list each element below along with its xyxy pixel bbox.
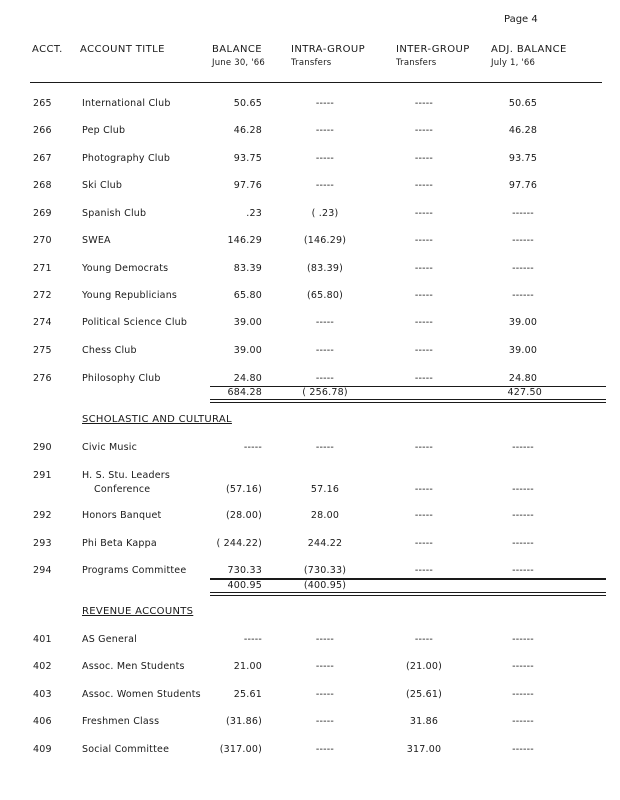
intra-group-cell: ( .23) xyxy=(311,208,339,219)
inter-group-cell: ----- xyxy=(414,153,434,164)
acct-number: 402 xyxy=(33,661,52,672)
balance-cell: 83.39 xyxy=(233,263,262,274)
account-title: Assoc. Women Students xyxy=(82,689,201,700)
balance-cell: ----- xyxy=(243,634,262,645)
account-title: Honors Banquet xyxy=(82,510,162,521)
section-heading-revenue: REVENUE ACCOUNTS xyxy=(82,606,194,617)
subtotal1-rule-bottom-1 xyxy=(210,399,606,400)
intra-group-cell: (65.80) xyxy=(306,290,343,301)
adj-balance-cell: ------ xyxy=(512,208,534,219)
section-heading-scholastic: SCHOLASTIC AND CULTURAL xyxy=(82,414,232,425)
balance-cell: 730.33 xyxy=(227,565,262,576)
inter-group-cell: (25.61) xyxy=(405,689,442,700)
account-title: AS General xyxy=(82,634,137,645)
account-title: H. S. Stu. Leaders xyxy=(82,470,171,481)
acct-number: 290 xyxy=(33,442,52,453)
intra-group-cell: ----- xyxy=(315,634,335,645)
intra-group-cell: ----- xyxy=(315,373,335,384)
header-acct: ACCT. xyxy=(32,44,63,55)
inter-group-cell: ----- xyxy=(414,510,434,521)
inter-group-cell: ----- xyxy=(414,484,434,495)
adj-balance-cell: ------ xyxy=(512,442,534,453)
intra-group-cell: 28.00 xyxy=(310,510,340,521)
header-adj-balance: ADJ. BALANCE xyxy=(491,44,567,55)
header-account-title: ACCOUNT TITLE xyxy=(80,44,165,55)
intra-group-cell: ----- xyxy=(315,98,335,109)
acct-number: 403 xyxy=(33,689,52,700)
balance-cell: ----- xyxy=(243,442,262,453)
inter-group-cell: 317.00 xyxy=(406,744,442,755)
inter-group-cell: ----- xyxy=(414,317,434,328)
acct-number: 291 xyxy=(33,470,52,481)
intra-group-cell: 244.22 xyxy=(307,538,343,549)
inter-group-cell: 31.86 xyxy=(409,716,439,727)
balance-cell: 146.29 xyxy=(227,235,262,246)
acct-number: 265 xyxy=(33,98,52,109)
adj-balance-cell: ------ xyxy=(512,290,534,301)
balance-cell: 97.76 xyxy=(233,180,262,191)
account-title: Young Republicians xyxy=(82,290,178,301)
acct-number: 267 xyxy=(33,153,52,164)
account-title: Photography Club xyxy=(82,153,171,164)
account-title: Programs Committee xyxy=(82,565,187,576)
subtotal1-adj: 427.50 xyxy=(507,387,542,398)
subtotal2-rule-bottom-1 xyxy=(210,592,606,593)
header-inter-group: INTER-GROUP xyxy=(396,44,470,55)
adj-balance-cell: 93.75 xyxy=(508,153,538,164)
adj-balance-cell: ------ xyxy=(512,661,534,672)
balance-cell: 24.80 xyxy=(233,373,262,384)
intra-group-cell: ----- xyxy=(315,661,335,672)
adj-balance-cell: 24.80 xyxy=(508,373,538,384)
intra-group-cell: ----- xyxy=(315,442,335,453)
acct-number: 268 xyxy=(33,180,52,191)
account-title: Philosophy Club xyxy=(82,373,161,384)
balance-cell: 25.61 xyxy=(233,689,262,700)
adj-balance-cell: ------ xyxy=(512,689,534,700)
account-title: Assoc. Men Students xyxy=(82,661,185,672)
balance-cell: 65.80 xyxy=(233,290,262,301)
balance-cell: (57.16) xyxy=(225,484,262,495)
subtotal2-rule-top xyxy=(210,578,606,580)
intra-group-cell: ----- xyxy=(315,744,335,755)
adj-balance-cell: ------ xyxy=(512,716,534,727)
acct-number: 276 xyxy=(33,373,52,384)
acct-number: 270 xyxy=(33,235,52,246)
inter-group-cell: ----- xyxy=(414,538,434,549)
inter-group-cell: ----- xyxy=(414,235,434,246)
header-adj-date: July 1, '66 xyxy=(491,58,536,68)
inter-group-cell: ----- xyxy=(414,373,434,384)
subtotal2-balance: 400.95 xyxy=(227,580,262,591)
adj-balance-cell: ------ xyxy=(512,510,534,521)
intra-group-cell: ----- xyxy=(315,716,335,727)
header-intra-group: INTRA-GROUP xyxy=(291,44,365,55)
subtotal1-rule-bottom-2 xyxy=(210,402,606,403)
adj-balance-cell: 39.00 xyxy=(508,317,538,328)
acct-number: 274 xyxy=(33,317,52,328)
balance-cell: (317.00) xyxy=(219,744,262,755)
inter-group-cell: ----- xyxy=(414,208,434,219)
balance-cell: 21.00 xyxy=(233,661,262,672)
acct-number: 275 xyxy=(33,345,52,356)
acct-number: 271 xyxy=(33,263,52,274)
inter-group-cell: ----- xyxy=(414,345,434,356)
acct-number: 406 xyxy=(33,716,52,727)
adj-balance-cell: ------ xyxy=(512,565,534,576)
intra-group-cell: ----- xyxy=(315,317,335,328)
subtotal2-rule-bottom-2 xyxy=(210,595,606,596)
adj-balance-cell: 50.65 xyxy=(508,98,538,109)
adj-balance-cell: 46.28 xyxy=(508,125,538,136)
intra-group-cell: ----- xyxy=(315,345,335,356)
intra-group-cell: (146.29) xyxy=(303,235,347,246)
balance-cell: (31.86) xyxy=(225,716,262,727)
acct-number: 269 xyxy=(33,208,52,219)
inter-group-cell: ----- xyxy=(414,125,434,136)
subtotal1-rule-top xyxy=(210,386,606,387)
subtotal1-balance: 684.28 xyxy=(227,387,262,398)
inter-group-cell: (21.00) xyxy=(405,661,442,672)
balance-cell: 46.28 xyxy=(233,125,262,136)
subtotal2-intra: (400.95) xyxy=(303,580,347,591)
inter-group-cell: ----- xyxy=(414,442,434,453)
balance-cell: 39.00 xyxy=(233,317,262,328)
balance-cell: ( 244.22) xyxy=(216,538,262,549)
acct-number: 409 xyxy=(33,744,52,755)
account-title-line2: Conference xyxy=(94,484,151,495)
account-title: Political Science Club xyxy=(82,317,188,328)
inter-group-cell: ----- xyxy=(414,180,434,191)
account-title: Phi Beta Kappa xyxy=(82,538,157,549)
account-title: Freshmen Class xyxy=(82,716,160,727)
adj-balance-cell: ------ xyxy=(512,235,534,246)
header-intra-sub: Transfers xyxy=(291,58,332,68)
subtotal1-intra: ( 256.78) xyxy=(302,387,348,398)
inter-group-cell: ----- xyxy=(414,98,434,109)
acct-number: 294 xyxy=(33,565,52,576)
acct-number: 401 xyxy=(33,634,52,645)
account-title: Young Democrats xyxy=(82,263,169,274)
balance-cell: 39.00 xyxy=(233,345,262,356)
intra-group-cell: 57.16 xyxy=(310,484,340,495)
intra-group-cell: ----- xyxy=(315,689,335,700)
intra-group-cell: ----- xyxy=(315,180,335,191)
acct-number: 272 xyxy=(33,290,52,301)
balance-cell: .23 xyxy=(246,208,262,219)
account-title: Spanish Club xyxy=(82,208,147,219)
header-rule xyxy=(30,82,602,83)
acct-number: 266 xyxy=(33,125,52,136)
adj-balance-cell: ------ xyxy=(512,744,534,755)
intra-group-cell: ----- xyxy=(315,125,335,136)
account-title: Chess Club xyxy=(82,345,137,356)
account-title: International Club xyxy=(82,98,171,109)
header-inter-sub: Transfers xyxy=(396,58,437,68)
header-balance: BALANCE xyxy=(212,44,262,55)
balance-cell: (28.00) xyxy=(225,510,262,521)
inter-group-cell: ----- xyxy=(414,263,434,274)
adj-balance-cell: ------ xyxy=(512,263,534,274)
intra-group-cell: ----- xyxy=(315,153,335,164)
intra-group-cell: (83.39) xyxy=(306,263,343,274)
account-title: Civic Music xyxy=(82,442,138,453)
intra-group-cell: (730.33) xyxy=(303,565,347,576)
balance-cell: 50.65 xyxy=(233,98,262,109)
balance-cell: 93.75 xyxy=(233,153,262,164)
header-balance-date: June 30, '66 xyxy=(212,58,265,68)
inter-group-cell: ----- xyxy=(414,634,434,645)
account-title: Ski Club xyxy=(82,180,123,191)
page-number: Page 4 xyxy=(504,14,538,25)
adj-balance-cell: 39.00 xyxy=(508,345,538,356)
acct-number: 292 xyxy=(33,510,52,521)
adj-balance-cell: ------ xyxy=(512,484,534,495)
account-title: SWEA xyxy=(82,235,111,246)
adj-balance-cell: ------ xyxy=(512,538,534,549)
account-title: Pep Club xyxy=(82,125,126,136)
adj-balance-cell: ------ xyxy=(512,634,534,645)
account-title: Social Committee xyxy=(82,744,170,755)
adj-balance-cell: 97.76 xyxy=(508,180,538,191)
inter-group-cell: ----- xyxy=(414,290,434,301)
acct-number: 293 xyxy=(33,538,52,549)
inter-group-cell: ----- xyxy=(414,565,434,576)
